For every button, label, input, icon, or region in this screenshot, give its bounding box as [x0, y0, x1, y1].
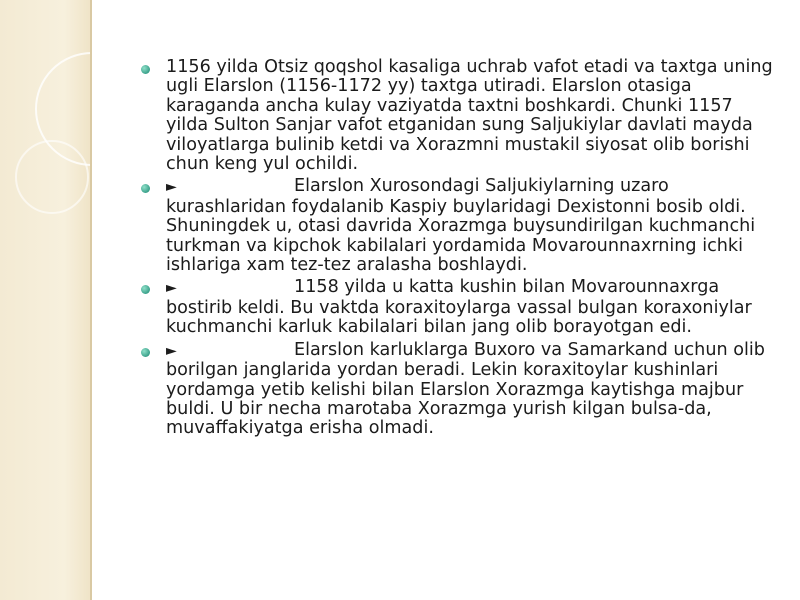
bullet-text: 1156 yilda Otsiz qoqshol kasaliga uchrab vafot etadi va taxtga uning ugli Elarslon (1156-1172 yy) taxtga utiradi. Elarslon otasiga karaganda ancha kulay vaziyatda taxtni boshkardi. Chunki 1157 yilda Sulton Sanjar vafot etganidan sung Saljukiylar davlati mayda viloyatlarga bulinib ketdi va Xorazmni mustakil siyosat olib borishi chun keng yul ochildi. [166, 57, 773, 175]
decorative-circle [15, 140, 89, 214]
bullet-text: Elarslon karluklarga Buxoro va Samarkand uchun olib borilgan janglarida yordan beradi. Lekin koraxitoylar kushinlari yordamga yetib kelishi bilan Elarslon Xorazmga kaytishga majbur buldi. U bir necha marotaba Xorazmga yurish kilgan bulsa-da, muvaffakiyatga erisha olmadi. [166, 339, 765, 439]
bullet-text: 1158 yilda u katta kushin bilan Movarounnaxrga bostirib keldi. Bu vaktda koraxitoylarga vassal bulgan koraxoniylar kuchmanchi karluk kabilalari bilan jang olib borayotgan edi. [166, 277, 752, 338]
bullet-text: Elarslon Xurosondagi Saljukiylarning uzaro kurashlaridan foydalanib Kaspiy buylaridagi Dexistonni bosib oldi. Shuningdek u, otasi davrida Xorazmga buysundirilgan kuchmanchi turkman va kipchok kabilalari yordamida Movarounnaxrning ichki ishlariga xam tez-tez aralasha boshlaydi. [166, 176, 756, 276]
bullet-dot-icon [141, 184, 150, 193]
bullet-item [140, 177, 780, 275]
bullet-item [140, 278, 780, 337]
slide-content [140, 58, 780, 442]
bullet-item [140, 58, 780, 174]
side-panel-divider [90, 0, 92, 600]
bullet-dot-icon [141, 348, 150, 357]
arrow-right-icon: ► [166, 280, 177, 297]
arrow-right-icon: ► [166, 179, 177, 196]
bullet-dot-icon [141, 285, 150, 294]
arrow-right-icon: ► [166, 342, 177, 359]
bullet-dot-icon [141, 65, 150, 74]
decorative-side-panel [0, 0, 92, 600]
bullet-item [140, 341, 780, 439]
